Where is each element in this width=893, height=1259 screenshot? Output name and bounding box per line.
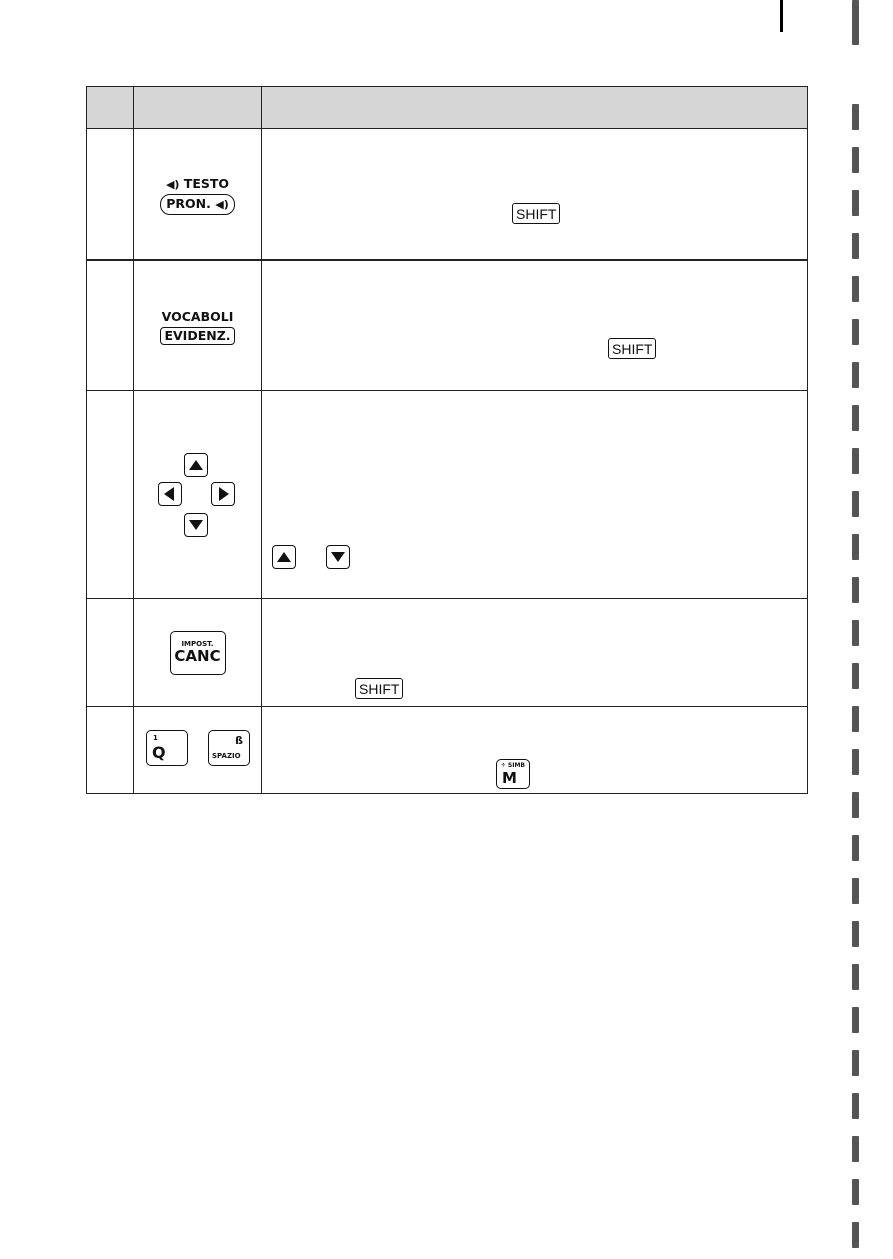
vocaboli-evidenz-key [160,309,234,346]
table-header-row [87,87,808,129]
edge-dash [852,577,859,603]
canc-label: CANC [174,646,221,665]
description-cell [262,129,808,260]
edge-dash [852,749,859,775]
edge-dash [852,1050,859,1076]
speaker-icon: ◀) [215,198,229,211]
edge-dash [852,233,859,259]
pron-label: PRON. [166,196,211,211]
key-table [86,86,808,794]
table-row [87,391,808,599]
table-row [87,599,808,707]
edge-dash [852,792,859,818]
arrow-up-icon [272,545,296,569]
header-cell-2 [134,87,262,129]
edge-dash [852,276,859,302]
table-row [87,129,808,260]
edge-dash [852,620,859,646]
testo-label: TESTO [183,176,230,191]
spazio-key: ß SPAZIO [208,730,250,766]
edge-dash [852,405,859,431]
row-number-cell [87,391,134,599]
edge-dash [852,964,859,990]
arrow-right-icon [211,482,235,506]
impost-label: IMPOST. [181,639,214,648]
edge-dash [852,190,859,216]
edge-dash [852,878,859,904]
header-cell-1 [87,87,134,129]
arrow-up-icon [184,453,208,477]
keys-cell [134,599,262,707]
shift-key: SHIFT [355,678,403,699]
row-number-cell [87,599,134,707]
header-cell-3 [262,87,808,129]
symb-key: ÷ SIMB M [496,759,530,789]
keys-cell [134,129,262,260]
page-edge-marks [852,0,859,1259]
arrow-left-icon [158,482,182,506]
edge-dash [852,362,859,388]
edge-dash [852,921,859,947]
edge-dash [852,835,859,861]
table-row [87,260,808,391]
keys-cell [134,391,262,599]
edge-dash [852,0,859,45]
edge-dash [852,1136,859,1162]
description-cell [262,599,808,707]
keys-cell [134,707,262,794]
q-key: 1 Q [146,730,188,766]
vocaboli-label: VOCABOLI [161,308,234,324]
edge-dash [852,1222,859,1248]
table-row [87,707,808,794]
testo-pron-key [160,176,234,215]
edge-dash [852,319,859,345]
edge-dash [852,706,859,732]
arrow-down-icon [184,513,208,537]
arrow-down-icon [326,545,350,569]
edge-dash [852,1093,859,1119]
edge-dash [852,104,859,130]
impost-canc-key [170,631,226,675]
shift-key: SHIFT [608,338,656,359]
row-number-cell [87,707,134,794]
speaker-icon: ◀) [165,178,180,191]
shift-key: SHIFT [512,203,560,224]
evidenz-label: EVIDENZ. [160,327,234,346]
top-rule [780,0,783,32]
edge-dash [852,1007,859,1033]
keys-cell [134,260,262,391]
row-number-cell [87,260,134,391]
edge-dash [852,663,859,689]
description-cell [262,260,808,391]
description-cell [262,391,808,599]
edge-dash [852,448,859,474]
edge-dash [852,1179,859,1205]
description-cell [262,707,808,794]
edge-dash [852,147,859,173]
edge-dash [852,534,859,560]
edge-dash [852,491,859,517]
row-number-cell [87,129,134,260]
